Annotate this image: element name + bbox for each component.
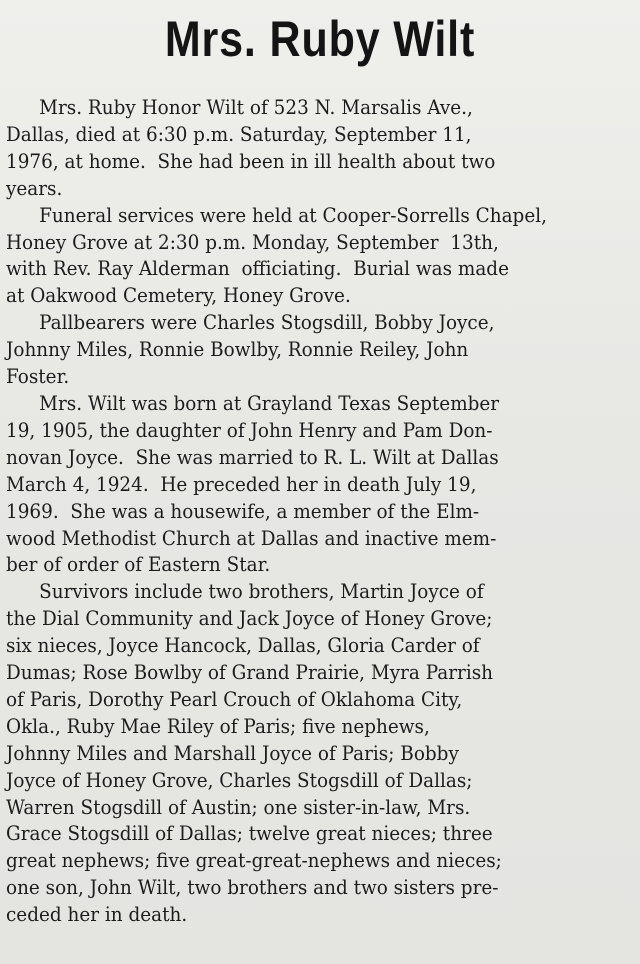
- text-line: Pallbearers were Charles Stogsdill, Bobby Joyce,: [39, 310, 495, 335]
- text-line: Funeral services were held at Cooper-Sorrells Chapel,: [39, 202, 547, 227]
- text-line: Warren Stogsdill of Austin; one sister-in-law, Mrs.: [6, 794, 471, 819]
- text-line: six nieces, Joyce Hancock, Dallas, Gloria Carder of: [6, 633, 480, 658]
- text-line: Survivors include two brothers, Martin Joyce of: [39, 579, 484, 604]
- text-line: Grace Stogsdill of Dallas; twelve great nieces; three: [6, 821, 493, 846]
- text-line: Honey Grove at 2:30 p.m. Monday, September 13th,: [6, 229, 499, 254]
- text-line: at Oakwood Cemetery, Honey Grove.: [6, 283, 351, 308]
- text-line: years.: [6, 175, 63, 200]
- text-line: 1976, at home. She had been in ill health about two: [6, 148, 496, 173]
- text-line: Joyce of Honey Grove, Charles Stogsdill of Dallas;: [6, 767, 473, 792]
- text-line: Johnny Miles and Marshall Joyce of Paris; Bobby: [6, 740, 459, 765]
- text-line: Johnny Miles, Ronnie Bowlby, Ronnie Reiley, John: [6, 337, 469, 362]
- obituary-body: [6, 94, 640, 928]
- text-line: 1969. She was a housewife, a member of the Elm-: [6, 498, 480, 523]
- text-line: ceded her in death.: [6, 902, 188, 927]
- text-line: the Dial Community and Jack Joyce of Honey Grove;: [6, 606, 493, 631]
- text-line: novan Joyce. She was married to R. L. Wilt at Dallas: [6, 444, 499, 469]
- text-line: ber of order of Eastern Star.: [6, 552, 271, 577]
- text-line: 19, 1905, the daughter of John Henry and Pam Don-: [6, 417, 493, 442]
- text-line: of Paris, Dorothy Pearl Crouch of Oklahoma City,: [6, 686, 463, 711]
- obituary-title: Mrs. Ruby Wilt: [164, 11, 476, 67]
- text-line: Dallas, died at 6:30 p.m. Saturday, September 11,: [6, 121, 472, 146]
- text-line: great nephews; five great-great-nephews and nieces;: [6, 848, 502, 873]
- text-line: with Rev. Ray Alderman officiating. Burial was made: [6, 256, 509, 281]
- text-line: Dumas; Rose Bowlby of Grand Prairie, Myra Parrish: [6, 660, 494, 685]
- text-line: Mrs. Wilt was born at Grayland Texas September: [39, 390, 500, 415]
- text-line: Okla., Ruby Mae Riley of Paris; five nephews,: [6, 713, 430, 738]
- text-line: one son, John Wilt, two brothers and two sisters pre-: [6, 875, 499, 900]
- text-line: March 4, 1924. He preceded her in death July 19,: [6, 471, 477, 496]
- text-line: Mrs. Ruby Honor Wilt of 523 N. Marsalis Ave.,: [39, 95, 473, 119]
- text-line: wood Methodist Church at Dallas and inactive mem-: [6, 525, 497, 550]
- text-line: Foster.: [6, 364, 70, 389]
